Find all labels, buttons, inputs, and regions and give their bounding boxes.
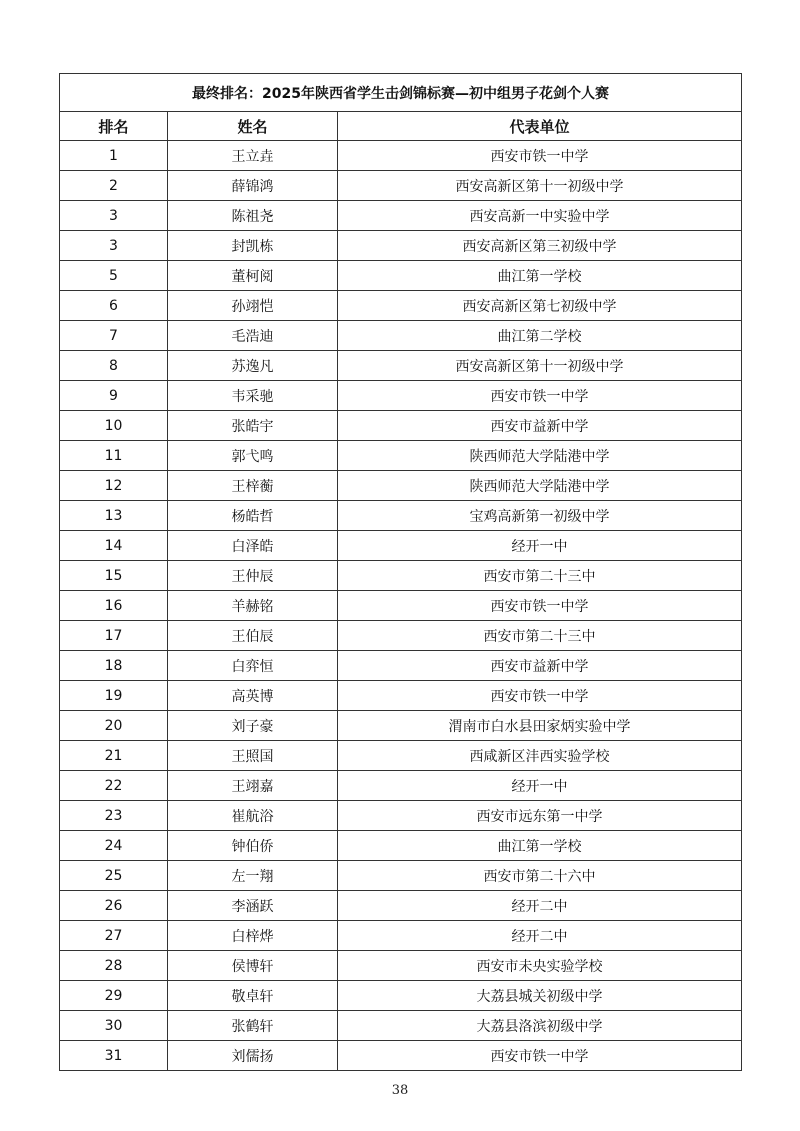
unit-cell: 大荔县城关初级中学	[338, 981, 742, 1011]
unit-cell: 曲江第二学校	[338, 321, 742, 351]
name-cell: 王伯辰	[168, 621, 338, 651]
unit-cell: 西安市益新中学	[338, 651, 742, 681]
rank-cell: 11	[60, 441, 168, 471]
table-row	[60, 711, 742, 741]
table-row	[60, 801, 742, 831]
unit-cell: 西咸新区沣西实验学校	[338, 741, 742, 771]
table-body	[60, 141, 742, 1071]
table-row	[60, 1041, 742, 1071]
table-row	[60, 321, 742, 351]
table-row	[60, 441, 742, 471]
table-row	[60, 681, 742, 711]
table-row	[60, 981, 742, 1011]
unit-cell: 陕西师范大学陆港中学	[338, 441, 742, 471]
name-cell: 羊赫铭	[168, 591, 338, 621]
unit-cell: 经开一中	[338, 531, 742, 561]
name-cell: 王翊嘉	[168, 771, 338, 801]
name-cell: 孙翊恺	[168, 291, 338, 321]
rank-cell: 9	[60, 381, 168, 411]
table-row	[60, 1011, 742, 1041]
table-row	[60, 471, 742, 501]
page-number: 38	[391, 1083, 409, 1098]
rank-cell: 7	[60, 321, 168, 351]
rank-cell: 16	[60, 591, 168, 621]
name-cell: 白弈恒	[168, 651, 338, 681]
name-cell: 崔航浴	[168, 801, 338, 831]
name-cell: 左一翔	[168, 861, 338, 891]
rank-cell: 24	[60, 831, 168, 861]
name-cell: 薛锦鸿	[168, 171, 338, 201]
rank-cell: 29	[60, 981, 168, 1011]
rank-cell: 30	[60, 1011, 168, 1041]
unit-cell: 西安市远东第一中学	[338, 801, 742, 831]
rank-cell: 12	[60, 471, 168, 501]
table-title: 最终排名：2025年陕西省学生击剑锦标赛—初中组男子花剑个人赛	[60, 74, 742, 112]
name-cell: 陈祖尧	[168, 201, 338, 231]
name-cell: 王立垚	[168, 141, 338, 171]
table-row	[60, 261, 742, 291]
table-row	[60, 501, 742, 531]
name-cell: 李涵跃	[168, 891, 338, 921]
table-row	[60, 351, 742, 381]
name-cell: 王梓蘅	[168, 471, 338, 501]
name-cell: 韦采驰	[168, 381, 338, 411]
name-cell: 苏逸凡	[168, 351, 338, 381]
table-row	[60, 201, 742, 231]
name-cell: 杨皓哲	[168, 501, 338, 531]
rank-cell: 26	[60, 891, 168, 921]
table-row	[60, 741, 742, 771]
rank-cell: 22	[60, 771, 168, 801]
table-row	[60, 411, 742, 441]
name-cell: 侯博轩	[168, 951, 338, 981]
unit-cell: 西安高新区第十一初级中学	[338, 351, 742, 381]
rank-cell: 10	[60, 411, 168, 441]
table-row	[60, 771, 742, 801]
unit-cell: 西安高新区第三初级中学	[338, 231, 742, 261]
unit-cell: 宝鸡高新第一初级中学	[338, 501, 742, 531]
header-unit: 代表单位	[338, 112, 742, 141]
rank-cell: 6	[60, 291, 168, 321]
table-row	[60, 141, 742, 171]
rank-cell: 2	[60, 171, 168, 201]
name-cell: 王仲辰	[168, 561, 338, 591]
rank-cell: 31	[60, 1041, 168, 1071]
name-cell: 封凯栋	[168, 231, 338, 261]
name-cell: 高英博	[168, 681, 338, 711]
name-cell: 白梓烨	[168, 921, 338, 951]
rank-cell: 20	[60, 711, 168, 741]
unit-cell: 西安市第二十三中	[338, 561, 742, 591]
unit-cell: 西安市益新中学	[338, 411, 742, 441]
table-row	[60, 651, 742, 681]
rank-cell: 13	[60, 501, 168, 531]
name-cell: 敬卓轩	[168, 981, 338, 1011]
table-row	[60, 171, 742, 201]
header-rank: 排名	[60, 112, 168, 141]
name-cell: 张皓宇	[168, 411, 338, 441]
unit-cell: 经开一中	[338, 771, 742, 801]
unit-cell: 曲江第一学校	[338, 261, 742, 291]
name-cell: 郭弋鸣	[168, 441, 338, 471]
rank-cell: 3	[60, 231, 168, 261]
name-cell: 白泽皓	[168, 531, 338, 561]
unit-cell: 西安市铁一中学	[338, 381, 742, 411]
header-name: 姓名	[168, 112, 338, 141]
unit-cell: 渭南市白水县田家炳实验中学	[338, 711, 742, 741]
unit-cell: 西安高新一中实验中学	[338, 201, 742, 231]
table-row	[60, 861, 742, 891]
rank-cell: 14	[60, 531, 168, 561]
name-cell: 毛浩迪	[168, 321, 338, 351]
rank-cell: 27	[60, 921, 168, 951]
unit-cell: 西安市第二十六中	[338, 861, 742, 891]
unit-cell: 曲江第一学校	[338, 831, 742, 861]
name-cell: 王照国	[168, 741, 338, 771]
rank-cell: 28	[60, 951, 168, 981]
unit-cell: 西安高新区第十一初级中学	[338, 171, 742, 201]
name-cell: 钟伯侨	[168, 831, 338, 861]
table-row	[60, 231, 742, 261]
unit-cell: 西安市铁一中学	[338, 1041, 742, 1071]
rank-cell: 17	[60, 621, 168, 651]
rank-cell: 23	[60, 801, 168, 831]
rank-cell: 18	[60, 651, 168, 681]
table-header-row	[60, 112, 742, 141]
unit-cell: 经开二中	[338, 891, 742, 921]
name-cell: 董柯阅	[168, 261, 338, 291]
table-row	[60, 291, 742, 321]
rank-cell: 15	[60, 561, 168, 591]
name-cell: 张鹤轩	[168, 1011, 338, 1041]
unit-cell: 西安市铁一中学	[338, 591, 742, 621]
unit-cell: 陕西师范大学陆港中学	[338, 471, 742, 501]
rank-cell: 21	[60, 741, 168, 771]
name-cell: 刘子豪	[168, 711, 338, 741]
results-table	[59, 73, 742, 1071]
table-row	[60, 561, 742, 591]
unit-cell: 大荔县洛滨初级中学	[338, 1011, 742, 1041]
unit-cell: 西安市铁一中学	[338, 141, 742, 171]
table-row	[60, 531, 742, 561]
unit-cell: 西安市铁一中学	[338, 681, 742, 711]
name-cell: 刘儒扬	[168, 1041, 338, 1071]
rank-cell: 5	[60, 261, 168, 291]
table-row	[60, 831, 742, 861]
rank-cell: 25	[60, 861, 168, 891]
rank-cell: 8	[60, 351, 168, 381]
unit-cell: 西安高新区第七初级中学	[338, 291, 742, 321]
table-row	[60, 621, 742, 651]
unit-cell: 西安市未央实验学校	[338, 951, 742, 981]
table-row	[60, 381, 742, 411]
unit-cell: 经开二中	[338, 921, 742, 951]
table-title-row	[60, 74, 742, 112]
table-row	[60, 921, 742, 951]
rank-cell: 3	[60, 201, 168, 231]
table-row	[60, 951, 742, 981]
rank-cell: 19	[60, 681, 168, 711]
rank-cell: 1	[60, 141, 168, 171]
table-row	[60, 891, 742, 921]
table-row	[60, 591, 742, 621]
unit-cell: 西安市第二十三中	[338, 621, 742, 651]
